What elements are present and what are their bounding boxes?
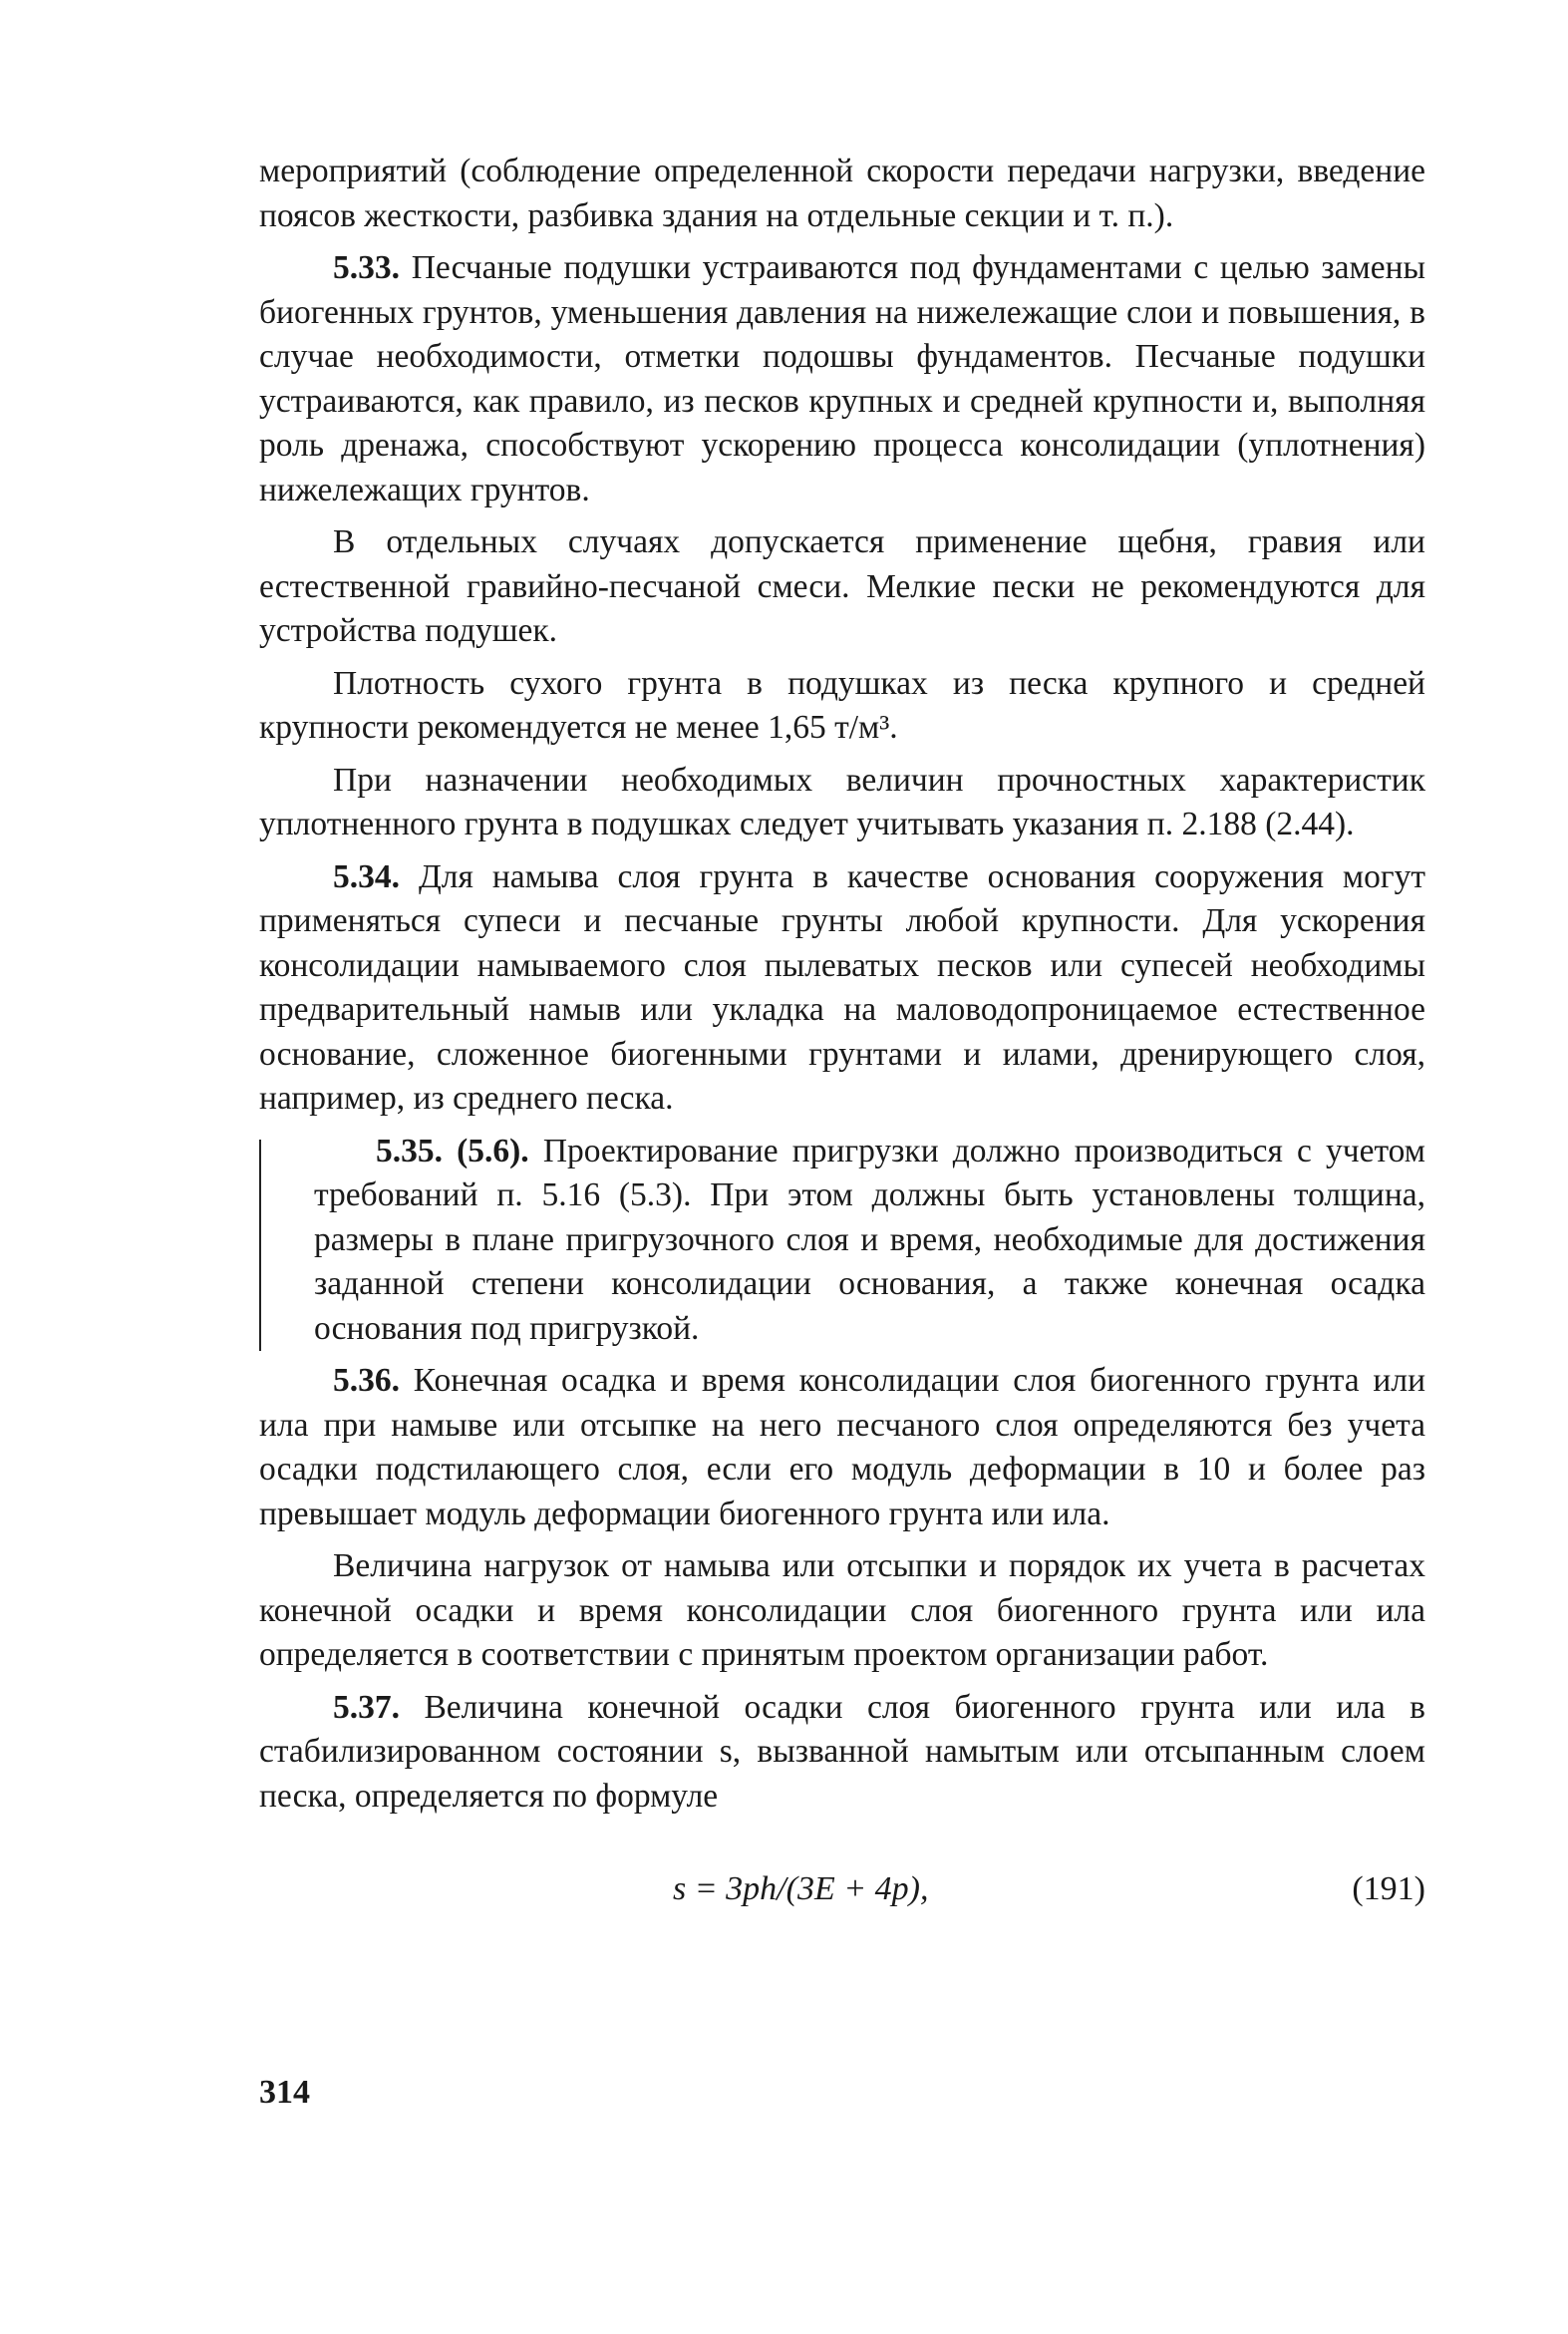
marked-clause-block (259, 1130, 1425, 1352)
page-number: 314 (259, 2074, 310, 2111)
paragraph-loads (259, 1544, 1425, 1678)
paragraph-crushed-stone (259, 520, 1425, 654)
paragraph-density (259, 662, 1425, 751)
paragraph-5-33 (259, 246, 1425, 512)
clause-number: 5.36. (333, 1362, 400, 1399)
clause-number: 5.37. (333, 1688, 400, 1726)
formula-row (259, 1870, 1425, 1930)
paragraph-text: Величина конечной осадки слоя биогенного грунта или ила в стабилизированном состоянии s, вызванной намытым или отсыпанным слоем песка, определяется по формуле (259, 1688, 1425, 1815)
margin-bar (259, 1140, 261, 1352)
paragraph-5-36 (259, 1359, 1425, 1536)
paragraph-text: В отдельных случаях допускается применение щебня, гравия или естественной гравийно-песчаной смеси. Мелкие пески не рекомендуются для устройства подушек. (259, 523, 1425, 649)
paragraph-5-37 (259, 1686, 1425, 1820)
paragraph-strength (259, 759, 1425, 847)
clause-number: 5.33. (333, 249, 400, 286)
paragraph-text: При назначении необходимых величин прочностных характеристик уплотненного грунта в подушках следует учитывать указания п. 2.188 (2.44). (259, 761, 1425, 842)
formula-expression: s = 3ph/(3E + 4p), (673, 1870, 929, 1907)
paragraph-text: Величина нагрузок от намыва или отсыпки и порядок их учета в расчетах конечной осадки и время консолидации слоя биогенного грунта или ила определяется в соответствии с принятым проектом организации работ. (259, 1547, 1425, 1673)
paragraph-continuation (259, 150, 1425, 238)
paragraph-5-34 (259, 855, 1425, 1122)
formula-number: (191) (1352, 1870, 1425, 1907)
paragraph-text: Песчаные подушки устраиваются под фундаментами с целью замены биогенных грунтов, уменьшения давления на нижележащие слои и повышения, в случае необходимости, отметки подошвы фундаментов. Песчаные подушки устраиваются, как правило, из песков крупных и средней крупности и, выполняя роль дренажа, способствуют ускорению процесса консолидации (уплотнения) нижележащих грунтов. (259, 249, 1426, 508)
paragraph-text: мероприятий (соблюдение определенной скорости передачи нагрузки, введение поясов жесткости, разбивка здания на отдельные секции и т. п.). (259, 153, 1425, 234)
document-page (259, 150, 1425, 1930)
paragraph-text: Для намыва слоя грунта в качестве основания сооружения могут применяться супеси и песчаные грунты любой крупности. Для ускорения консолидации намываемого слоя пылеватых песков или супесей необходимы предварительный намыв или укладка на маловодопроницаемое естественное основание, сложенное биогенными грунтами и илами, дренирующего слоя, например, из среднего песка. (259, 857, 1426, 1117)
paragraph-text: Проектирование пригрузки должно производиться с учетом требований п. 5.16 (5.3). При этом должны быть установлены толщина, размеры в плане пригрузочного слоя и время, необходимые для достижения заданной степени консолидации основания, а также конечная осадка основания под пригрузкой. (314, 1132, 1425, 1347)
paragraph-text: Конечная осадка и время консолидации слоя биогенного грунта или ила при намыве или отсыпке на него песчаного слоя определяются без учета осадки подстилающего слоя, если его модуль деформации в 10 и более раз превышает модуль деформации биогенного грунта или ила. (259, 1362, 1426, 1532)
clause-number: 5.34. (333, 857, 400, 895)
paragraph-5-35 (314, 1130, 1425, 1352)
paragraph-text: Плотность сухого грунта в подушках из песка крупного и средней крупности рекомендуется не менее 1,65 т/м³. (259, 664, 1425, 746)
clause-number: 5.35. (5.6). (376, 1132, 529, 1169)
